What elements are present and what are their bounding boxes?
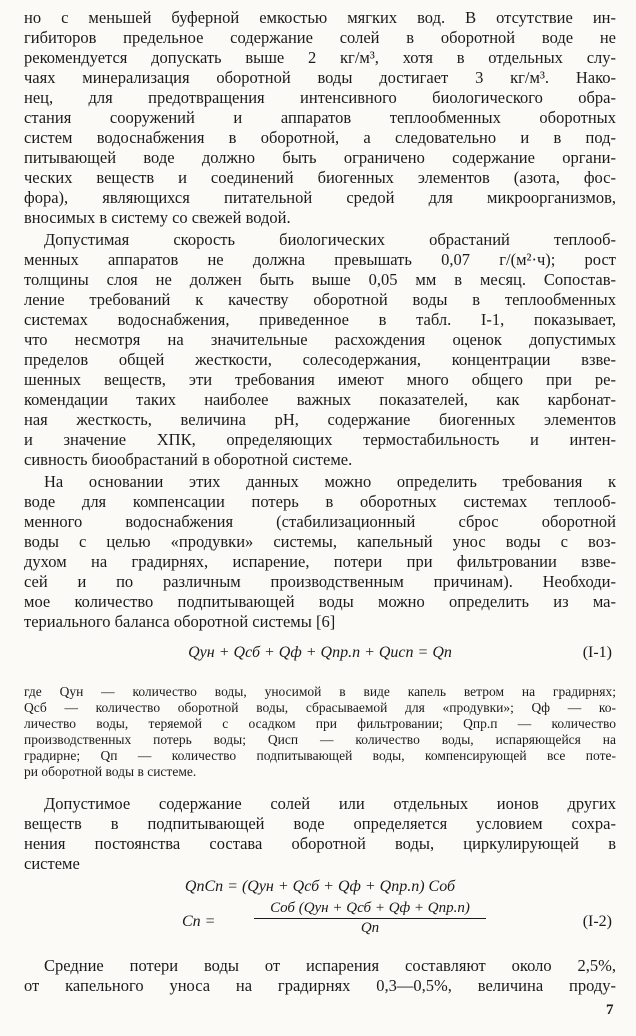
text-line: териального баланса оборотной системы [6] [24,612,336,631]
formula-number: (I-1) [582,644,612,661]
formula-expression: QпCп = (Qун + Qсб + Qф + Qпр.п) Cоб [184,878,456,895]
text-line: гибиторов предельное содержание солей в оборотной воде не [24,28,616,47]
text-line: толщины слоя не должен быть выше 0,05 мм в месяц. Сопостав- [24,270,616,289]
text-line: менных аппаратов не должна превышать 0,07 г/(м²·ч); рост [24,250,616,269]
text-line: нец, для предотвращения интенсивного биологического обра- [24,88,616,107]
formula-numerator: Cоб (Qун + Qсб + Qф + Qпр.п) [254,900,486,919]
formula-denominator: Qп [360,920,380,936]
text-line: систем водоснабжения в оборотной, а следовательно и в под- [24,128,616,147]
text-line: фора), являющихся питательной средой для микроорганизмов, [24,188,616,207]
formula-number: (I-2) [582,913,612,930]
text-line: пределов общей жесткости, солесодержания, концентрации взве- [24,350,616,369]
formula-i-2-line1 [24,878,616,902]
text-line: веществ в подпитывающей воде определяется условием сохра- [24,814,616,833]
text-line: что несмотря на значительные расхождения оценок допустимых [24,330,616,349]
text-line: нения постоянства состава оборотной воды, циркулирующей в [24,834,616,853]
text-line: сей и по различным производственным причинам). Необходи- [24,572,616,591]
text-line: ческих веществ и соединений биогенных элементов (азота, фос- [24,168,616,187]
legend-line: производственных потерь воды; Qисп — количество воды, испаряющейся на [24,732,616,747]
text-line: Допустимое содержание солей или отдельных ионов других [44,794,616,813]
text-line: чаях минерализация оборотной воды достигает 3 кг/м³. Нако- [24,68,616,87]
text-line: сивность биообрастаний в оборотной системе. [24,450,353,469]
text-line: шенных веществ, эти требования имеют много общего при ре- [24,370,616,389]
text-line: духом на градирнях, испарение, потери при фильтровании взве- [24,552,616,571]
text-line: мое количество подпитывающей воды можно определить из ма- [24,592,616,611]
text-line: питывающей воде должно быть ограничено содержание органи- [24,148,616,167]
formula-i-1 [24,644,616,668]
text-line: и значение ХПК, определяющих термостабильность и интен- [24,430,616,449]
page-number: 7 [606,1002,614,1018]
text-line: но с меньшей буферной емкостью мягких вод. В отсутствие ин- [24,8,616,27]
legend-line: Qсб — количество оборотной воды, сбрасываемой для «продувки»; Qф — ко- [24,700,616,715]
legend-line: градирне; Qп — количество подпитывающей воды, компенсирующей все поте- [24,748,616,763]
formula-fraction [254,900,486,937]
legend-line: где Qун — количество воды, уносимой в виде капель ветром на градирнях; [24,684,616,699]
legend-line: ри оборотной воды в системе. [24,764,197,779]
text-line: системах водоснабжения, приведенное в табл. I-1, показывает, [24,310,616,329]
text-line: рекомендуется допускать выше 2 кг/м³, хотя в отдельных слу- [24,48,616,67]
text-line: Допустимая скорость биологических обрастаний теплооб- [44,230,616,249]
text-line: от капельного уноса на градирнях 0,3—0,5%, величина проду- [24,976,616,995]
text-line: воды с целью «продувки» системы, капельный унос воды с воз- [24,532,616,551]
text-line: На основании этих данных можно определить требования к [44,472,616,491]
text-line: ление требований к качеству оборотной воды в теплообменных [24,290,616,309]
text-line: вносимых в систему со свежей водой. [24,208,291,227]
text-line: стания сооружений и аппаратов теплообменных оборотных [24,108,616,127]
legend-line: личество воды, теряемой с осадком при фильтровании; Qпр.п — количество [24,716,616,731]
text-line: системе [24,854,80,873]
text-line: комендации таких наиболее важных показателей, как карбонат- [24,390,616,409]
text-line: ная жесткость, величина рН, содержание биогенных элементов [24,410,616,429]
text-line: воде для компенсации потерь в оборотных системах теплооб- [24,492,616,511]
formula-lhs: Cп = [182,913,216,930]
text-line: менного водоснабжения (стабилизационный сброс оборотной [24,512,616,531]
formula-i-2 [24,900,616,948]
formula-expression: Qун + Qсб + Qф + Qпр.п + Qисп = Qп [188,644,452,661]
text-line: Средние потери воды от испарения составляют около 2,5%, [44,956,616,975]
